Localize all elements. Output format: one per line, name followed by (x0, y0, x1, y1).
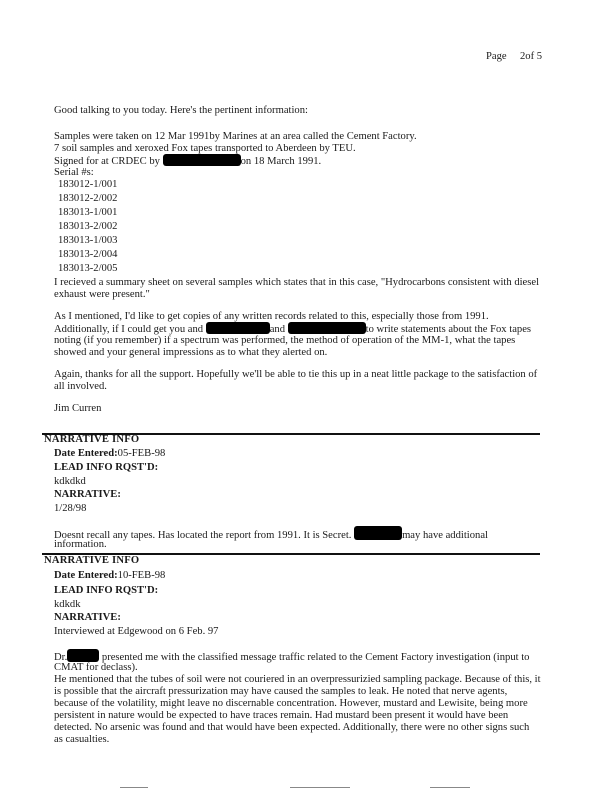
date-entered (54, 569, 165, 582)
narrative-title: NARRATIVE INFO (44, 555, 140, 566)
mention-line-1: As I mentioned, I'd like to get copies of any written records related to this, especially those from 1991. (54, 311, 489, 322)
interview-line: Interviewed at Edgewood on 6 Feb. 97 (54, 626, 219, 637)
narrative-body-line: He mentioned that the tubes of soil were not couriered in an overpressurizied sampling package. Because of this, it (54, 674, 541, 685)
date-entered-value: 05-FEB-98 (117, 448, 166, 459)
narrative-body-line: because of the volatility, might leave no discernable concentration. However, mustard and Lewisite, being more (54, 698, 528, 709)
narrative-body-line: information. (54, 539, 107, 550)
scan-artifact (290, 787, 350, 788)
summary-line-1: I recieved a summary sheet on several samples which states that in this case, "Hydrocarbons consistent with diesel (54, 277, 540, 288)
summary-line-2: exhaust were present." (54, 289, 150, 300)
mention-3a: noting (if you remember) if a spectrum (54, 335, 222, 346)
serial-item: 183012-1/001 (58, 179, 118, 190)
again-line-2: all involved. (54, 381, 107, 392)
narrative-body-line: as casualties. (54, 734, 110, 745)
page-label: Page (486, 51, 507, 62)
page-number: 2of 5 (520, 51, 543, 62)
narrative-body-a: Doesnt recall any tapes. Has located the report from 1991. It is Secret. (54, 530, 355, 541)
signed-before: Signed for at CRDEC by (54, 156, 163, 167)
scan-artifact (120, 787, 148, 788)
date-entered-label: Date Entered: (54, 448, 118, 459)
narrative-title: NARRATIVE INFO (44, 434, 140, 445)
lead-info-value: kdkdk (54, 599, 81, 610)
serial-item: 183013-2/004 (58, 249, 118, 260)
lead-info-label: LEAD INFO RQST'D: (54, 585, 159, 596)
lead-info-label: LEAD INFO RQST'D: (54, 462, 159, 473)
signed-line (54, 154, 321, 168)
date-entered-value: 10-FEB-98 (117, 570, 166, 581)
again-line-1: Again, thanks for all the support. Hopefully we'll be able to tie this up in a neat little package to the satisfaction of (54, 369, 538, 380)
narrative-date: 1/28/98 (54, 503, 87, 514)
redaction-box (163, 154, 241, 166)
narrative-label: NARRATIVE: (54, 612, 121, 623)
mention-3b: was performed, the method of operation of the MM-1, what the tapes (221, 335, 516, 346)
signature: Jim Curren (54, 403, 102, 414)
narrative-body-line: persistent in nature would be expected to have traces remain. Had mustard been present it would have been (54, 710, 509, 721)
narrative-body-line: is possible that the aircraft pressurization may have caused the samples to leak. He noted that nerve agents, (54, 686, 508, 697)
redaction-box (206, 322, 270, 334)
narrative-body-line (54, 526, 488, 542)
mention-2b: and (269, 324, 288, 335)
redaction-box (288, 322, 366, 334)
narrative-label: NARRATIVE: (54, 489, 121, 500)
narrative-body-line: detected. No arsenic was found and that would have been expected. Additionally, there were no other signs such (54, 722, 530, 733)
samples-line-1: Samples were taken on 12 Mar 1991by Marines at an area called the Cement Factory. (54, 131, 417, 142)
date-entered-label: Date Entered: (54, 570, 118, 581)
narrative-body-b: may have additional (402, 530, 488, 541)
greeting: Good talking to you today. Here's the pertinent information: (54, 105, 308, 116)
samples-line-2: 7 soil samples and xeroxed Fox tapes transported to Aberdeen by TEU. (54, 143, 356, 154)
scan-artifact (430, 787, 470, 788)
serial-item: 183012-2/002 (58, 193, 118, 204)
mention-2a: Additionally, if I could get you and (54, 324, 206, 335)
serial-item: 183013-1/003 (58, 235, 118, 246)
serial-label: Serial #s: (54, 167, 94, 178)
dr-text: presented me with the classified message traffic related to the Cement Factory investigation (input to (101, 652, 530, 663)
lead-info-value: kdkdkd (54, 476, 86, 487)
date-entered (54, 447, 165, 460)
mention-line-4: showed and your general impressions as to what they alerted on. (54, 347, 328, 358)
serial-item: 183013-2/005 (58, 263, 118, 274)
mention-2c: to write statements about the Fox tapes (365, 324, 532, 335)
dr-prefix: Dr. (54, 652, 68, 663)
redaction-box (354, 526, 402, 540)
signed-after: on 18 March 1991. (240, 156, 322, 167)
dr-line-2: CMAT for declass). (54, 662, 138, 673)
serial-item: 183013-2/002 (58, 221, 118, 232)
serial-item: 183013-1/001 (58, 207, 118, 218)
